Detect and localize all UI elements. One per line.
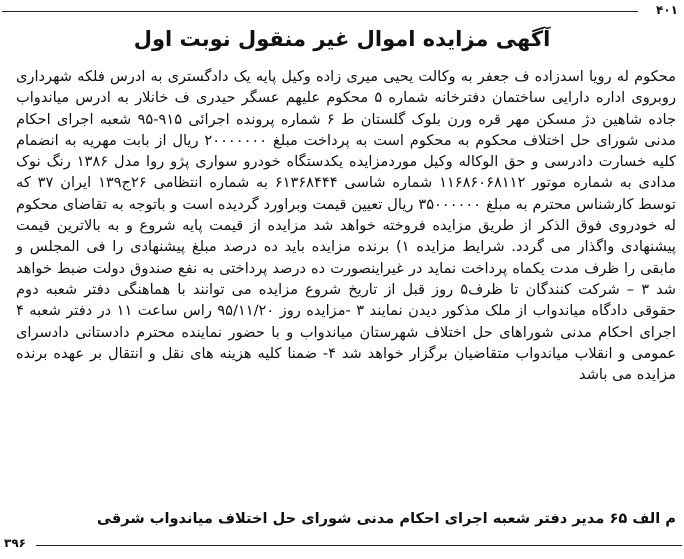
notice-title: آگهی مزایده اموال غیر منقول نوبت اول bbox=[133, 27, 551, 51]
notice-body-text: محکوم له رویا اسدزاده ف جعفر به وکالت یحیی میری زاده وکیل پایه یک دادگستری به ادرس فلکه شهرداری روبروی اداره دارایی ساختمان دفترخانه شماره ۵ محکوم علیهم عسگر حیدری ف خانلار به ادرس میاندواب جاده شاهین دژ مسکن مهر قره ورن بلوک گلستان ط ۶ شماره پرونده اجرائی ۹۱۵-۹۵ شعبه اجرای احکام مدنی شورای حل اختلاف محکوم به محکوم است به پرداخت مبلغ ۲۰۰۰۰۰۰۰ ریال از بابت مهریه به انضمام کلیه خسارت دادرسی و حق الوکاله وکیل موردمزایده یکدستگاه خودرو سواری پژو روا مدل ۱۳۸۶ رنگ نوک مدادی به شماره موتور ۱۱۶۸۶۰۶۸۱۱۲ شماره شاسی ۶۱۳۶۸۴۴۴ به شماره انتظامی ۲۶ج۱۳۹ ایران ۳۷ که توسط کارشناس محترم به مبلغ ۳۵۰۰۰۰۰۰ ریال تعیین قیمت وبراورد گردیده است و باتوجه به تقاضای محکوم له خودروی فوق الذکر از طریق مزایده فروخته خواهد شد مزایده از قیمت پایه شروع و به بالاترین قیمت پیشنهادی واگذار می گردد. شرایط مزایده ۱) برنده مزایده باید ده درصد مبلغ پیشنهادی را فی المجلس و مابقی را ظرف مدت یکماه پرداخت نماید در غیراینصورت ده درصد پرداختی به نفع صندوق دولت ضبط خواهد شد ۳ – شرکت کنندگان تا ظرف۵ روز قبل از تاریخ شروع مزایده می توانند با هماهنگی دفتر شعبه دوم حقوقی دادگاه میاندواب از ملک مذکور دیدن نمایند ۳ -مزایده روز ۹۵/۱۱/۲۰ راس ساعت ۱۱ در دفتر شعبه ۴ اجرای احکام مدنی شوراهای حل اختلاف شهرستان میاندواب و با حضور نماینده محترم دادستانی دادسرای عمومی و انقلاب میاندواب متقاضیان برگزار خواهد شد ۴- ضمنا کلیه هزینه های نقل و انتقال بر عهده برنده مزایده می باشد bbox=[16, 68, 677, 384]
page-number-bottom: ۳۹۶ bbox=[4, 536, 26, 550]
bottom-divider bbox=[36, 545, 682, 546]
page-number-top: ۴۰۱ bbox=[656, 3, 678, 17]
top-divider bbox=[2, 11, 638, 12]
notice-signature: م الف ۶۵ مدیر دفتر شعبه اجرای احکام مدنی شورای حل اختلاف میاندواب شرقی bbox=[96, 510, 676, 527]
notice-body bbox=[16, 66, 676, 385]
